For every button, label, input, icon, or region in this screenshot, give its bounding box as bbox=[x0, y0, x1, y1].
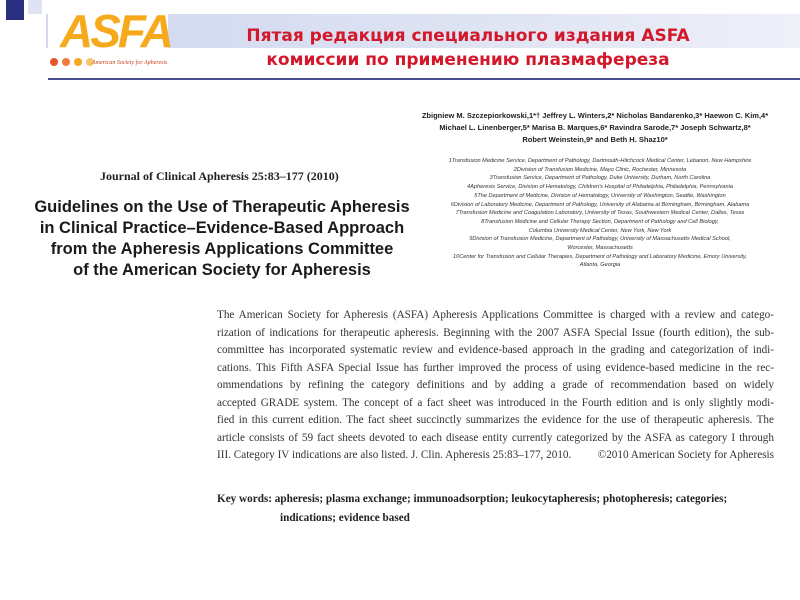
affiliation-line: 3Transfusion Service, Department of Pathology, Duke University, Durham, North Carolina bbox=[489, 175, 711, 182]
author-line: Michael L. Linenberger,5* Marisa B. Marques,6* Ravindra Sarode,7* Joseph Schwartz,8* bbox=[439, 123, 751, 132]
logo-text: ASFA bbox=[60, 5, 171, 57]
slide-title-line: комиссии по применению плазмафереза bbox=[266, 50, 670, 70]
affiliation-line: 1Transfusion Medicine Service, Department of Pathology, Dartmouth-Hitchcock Medical Center, Lebanon, New Hampshire bbox=[448, 158, 752, 164]
affiliation-line: Atlanta, Georgia bbox=[579, 262, 621, 269]
abstract-line: III. Category IV indications are also listed. J. Clin. Apheresis 25:83–177, 2010. bbox=[217, 449, 572, 461]
logo-dot bbox=[74, 58, 82, 66]
abstract-line: ommendations by refining the category definitions and by adding a grade of recommendation based on widely bbox=[217, 379, 774, 391]
corner-square-light bbox=[28, 0, 42, 14]
paper-title-line: from the Apheresis Applications Committee bbox=[50, 240, 394, 258]
paper-title-line: of the American Society for Apheresis bbox=[73, 261, 371, 279]
paper-title-line: in Clinical Practice–Evidence-Based Approach bbox=[39, 219, 405, 237]
affiliation-list bbox=[415, 157, 785, 270]
abstract-line: rization of indications for therapeutic apheresis. Beginning with the 2007 ASFA Special Issue (fourth edition), the sub- bbox=[217, 326, 774, 339]
abstract-line: fied in this current edition. The fact sheet succinctly summarizes the evidence for the use of therapeutic apheresis. The bbox=[217, 414, 774, 426]
keywords-line: indications; evidence based bbox=[280, 512, 410, 524]
affiliation-line: Columbia University Medical Center, New York, New York bbox=[528, 227, 672, 234]
affiliation-line: 4Apheresis Service, Division of Hematology, Children's Hospital of Philadelphia, Philadelphia, Pennsylvania bbox=[467, 184, 733, 191]
slide-title bbox=[168, 24, 768, 72]
abstract bbox=[217, 307, 774, 465]
keywords bbox=[217, 490, 777, 528]
author-list bbox=[415, 110, 775, 146]
affiliation-line: 6Division of Laboratory Medicine, Department of Pathology, University of Alabama at Birmingham, Birmingham, Alabama bbox=[450, 201, 750, 208]
title-rule bbox=[48, 78, 800, 80]
paper-title bbox=[22, 197, 422, 281]
author-line: Robert Weinstein,9* and Beth H. Shaz10* bbox=[522, 135, 668, 144]
copyright: ©2010 American Society for Apheresis bbox=[597, 449, 774, 461]
abstract-line: committee has incorporated systematic review and evidence-based approach in the grading and categorization of indi- bbox=[217, 344, 774, 356]
logo-subtitle: American Society for Apheresis bbox=[92, 60, 168, 66]
affiliation-line: 8Transfusion Medicine and Cellular Therapy Section, Department of Pathology and Cell Biology, bbox=[481, 218, 719, 225]
slide-title-line: Пятая редакция специального издания ASFA bbox=[246, 26, 690, 46]
affiliation-line: 5The Department of Medicine, Division of Hematology, University of Washington, Seattle, Washington bbox=[474, 192, 726, 199]
affiliation-line: 2Division of Transfusion Medicine, Mayo Clinic, Rochester, Minnesota bbox=[513, 166, 687, 173]
abstract-line: The American Society for Apheresis (ASFA) Apheresis Applications Committee is charged with a review and catego- bbox=[217, 309, 774, 321]
abstract-last-row bbox=[217, 447, 774, 465]
logo-dot bbox=[62, 58, 70, 66]
affiliation-line: 7Transfusion Medicine and Coagulation Laboratory, University of Texas, Southwestern Medical Center, Dallas, Texas bbox=[455, 210, 745, 217]
abstract-line: cations. This Fifth ASFA Special Issue has further improved the process of using evidence-based medicine in the rec- bbox=[217, 361, 774, 374]
paper-title-line: Guidelines on the Use of Therapeutic Apheresis bbox=[34, 198, 410, 216]
asfa-logo bbox=[48, 5, 171, 78]
affiliation-line: 9Division of Transfusion Medicine, Department of Pathology, University of Massachusetts Medical School, bbox=[469, 236, 731, 243]
abstract-line: article consists of 59 fact sheets devoted to each disease entity currently categorized by the ASFA as category I through bbox=[217, 431, 774, 444]
corner-square-dark bbox=[6, 0, 24, 20]
affiliation-line: Worcester, Massachusetts bbox=[567, 245, 633, 252]
author-line: Zbigniew M. Szczepiorkowski,1*† Jeffrey L. Winters,2* Nicholas Bandarenko,3* Haewon C. Kim,4* bbox=[421, 111, 769, 120]
journal-citation: Journal of Clinical Apheresis 25:83–177 (2010) bbox=[100, 169, 339, 183]
abstract-line: accepted GRADE system. The concept of a fact sheet was introduced in the Fourth edition and is only slightly modi- bbox=[217, 396, 774, 409]
affiliation-line: 10Center for Transfusion and Cellular Therapies, Department of Pathology and Laboratory Medicine, Emory University, bbox=[453, 253, 747, 260]
logo-dot bbox=[50, 58, 58, 66]
keywords-line: Key words: apheresis; plasma exchange; immunoadsorption; leukocytapheresis; photopheresis; categories; bbox=[217, 493, 728, 505]
